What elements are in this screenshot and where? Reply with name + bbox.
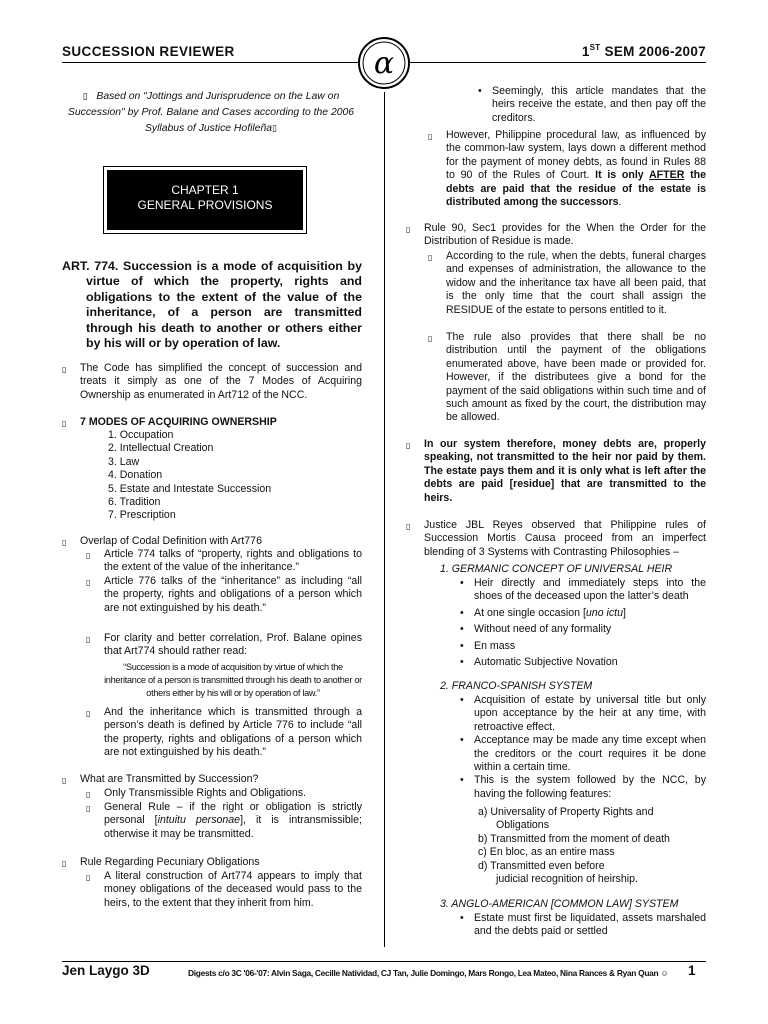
list-item: 4. Donation <box>108 469 163 482</box>
bullet-icon: ▯ <box>62 365 67 374</box>
list-item: • Without need of any formality <box>460 623 706 636</box>
list-item: • Acceptance may be made any time except when the creditors or the court requires it be done within a certain time. <box>460 734 706 774</box>
bullet-icon: ▯ <box>406 225 411 234</box>
list-item: 2. Intellectual Creation <box>108 442 214 455</box>
footer-rule <box>62 961 706 962</box>
system-1-list <box>460 577 706 669</box>
transmitted-only: Only Transmissible Rights and Obligations. <box>104 787 306 799</box>
system-2-title: 2. FRANCO-SPANISH SYSTEM <box>440 680 593 692</box>
intro-note: ▯ Based on "Jottings and Jurisprudence on the Law on Succession" by Prof. Balane and Cases according to the 2006 Syllabus of Justice Hofileña▯ <box>67 91 355 134</box>
bullet-icon: ▯ <box>428 253 433 262</box>
bullet-icon: ▯ <box>86 551 91 560</box>
column-divider <box>384 92 385 947</box>
bullet-icon: ▯ <box>62 538 67 547</box>
list-item: 6. Tradition <box>108 496 161 509</box>
bullet-icon: ▯ <box>86 804 91 813</box>
our-system-paragraph: In our system therefore, money debts are, properly speaking, not transmitted to the heir nor paid by them. The estate pays them and it is only what is left after the debts are paid [residue] that are transmitted to the heirs. <box>424 438 706 504</box>
procedural-law-paragraph: However, Philippine procedural law, as influenced by the common-law system, lays down a different method for the payment of money debts, as found in Rules 88 to 90 of the Rules of Court. It is only AFTER the debts are paid that the residue of the estate is distributed among the successors. <box>446 129 706 209</box>
list-item: • This is the system followed by the NCC, by having the following features: <box>460 774 706 801</box>
bullet-icon: ▯ <box>86 873 91 882</box>
paragraph-code-simplified: The Code has simplified the concept of succession and treats it simply as one of the 7 Modes of Acquiring Ownership as enumerated in Art712 of the NCC. <box>80 362 362 401</box>
article-774: ART. 774. Succession is a mode of acquisition by virtue of which the property, rights and obligations to the extent of the value of the inheritance, of a person are transmitted through his death to another or others either by his will or by operation of law. <box>62 259 362 351</box>
system-3-title: 3. ANGLO-AMERICAN [COMMON LAW] SYSTEM <box>440 898 679 910</box>
alpha-logo-icon <box>357 36 411 90</box>
clarity-paragraph: For clarity and better correlation, Prof. Balane opines that Art774 should rather read: <box>104 632 362 658</box>
list-item: 3. Law <box>108 455 140 468</box>
bullet-icon: ▯ <box>406 441 411 450</box>
page-number: 1 <box>688 963 696 978</box>
system-2-list <box>460 694 706 801</box>
list-item: • Seemingly, this article mandates that the heirs receive the estate, and then pay off the creditors. <box>478 85 706 125</box>
footer-author: Jen Laygo 3D <box>62 963 150 978</box>
bullet-icon: ▯ <box>86 635 91 644</box>
running-header-title: SUCCESSION REVIEWER <box>62 44 235 59</box>
list-item: 5. Estate and Intestate Succession <box>108 482 272 495</box>
chapter-title: CHAPTER 1 <box>171 183 239 197</box>
inheritance-paragraph: And the inheritance which is transmitted through a person’s death is defined by Article 776 to include “all the property, rights and obligations of a person which are not extinguished by his death.” <box>104 706 362 759</box>
seemingly-list <box>478 85 706 125</box>
list-item: d) Transmitted even before judicial recognition of heirship. <box>478 859 638 886</box>
list-item: b) Transmitted from the moment of death <box>478 832 670 845</box>
modes-heading: 7 MODES OF ACQUIRING OWNERSHIP <box>80 416 277 428</box>
bullet-icon: ▯ <box>62 859 67 868</box>
system-2-features <box>478 806 706 886</box>
list-item: 7. Prescription <box>108 509 176 522</box>
bullet-icon: ▯ <box>428 334 433 343</box>
bullet-icon: ▯ <box>406 522 411 531</box>
jbl-reyes-paragraph: Justice JBL Reyes observed that Philippine rules of Succession Mortis Causa proceed from an imperfect blending of 3 Systems with Contrasting Philosophies – <box>424 519 706 558</box>
bullet-icon: ▯ <box>86 790 91 799</box>
list-item: • Automatic Subjective Novation <box>460 656 706 669</box>
chapter-heading-box <box>107 170 303 230</box>
bullet-icon: ▯ <box>428 132 433 141</box>
list-item: • Heir directly and immediately steps into the shoes of the deceased upon the latter’s death <box>460 577 706 604</box>
list-item: • Acquisition of estate by universal title but only upon acceptance by the heir at any time, with retroactive effect. <box>460 694 706 734</box>
overlap-article-776: Article 776 talks of the “inheritance” as including “all the property, rights and obligations of a person which are not extinguished by his death.” <box>104 575 362 614</box>
transmitted-heading: What are Transmitted by Succession? <box>80 773 259 785</box>
svg-text:α: α <box>373 46 395 81</box>
list-item: a) Universality of Property Rights and Obligations <box>478 806 654 832</box>
rule-90-according: According to the rule, when the debts, funeral charges and expenses of administration, the allowance to the widow and the inheritance tax have all been paid, that is the only time that the court shall assign the RESIDUE of the estate to persons entitled to it. <box>446 250 706 316</box>
list-item: • At one single occasion [uno ictu] <box>460 607 706 620</box>
list-item: 1. Occupation <box>108 429 174 441</box>
system-3-list <box>460 912 706 939</box>
rule-90-distribution: The rule also provides that there shall be no distribution until the payment of the obligations enumerated above, have been made or provided for. However, if the distributees give a bond for the payment of the said obligations within such time and of such amount as fixed by the court, the distribution may be allowed. <box>446 331 706 424</box>
list-item: c) En bloc, as an entire mass <box>478 846 615 859</box>
bullet-icon: ▯ <box>62 419 67 428</box>
footer-credits: Digests c/o 3C '06-'07: Alvin Saga, Cecille Natividad, CJ Tan, Julie Domingo, Mars Rongo, Lea Mateo, Nina Rances & Ryan Quan ☺ <box>188 968 669 978</box>
bullet-icon: ▯ <box>86 709 91 718</box>
pecuniary-heading: Rule Regarding Pecuniary Obligations <box>80 856 260 868</box>
list-item: • Estate must first be liquidated, assets marshaled and the debts paid or settled <box>460 912 706 939</box>
list-item: • En mass <box>460 640 706 653</box>
running-header-semester: 1ST SEM 2006-2007 <box>581 43 706 59</box>
bullet-icon: ▯ <box>86 578 91 587</box>
pecuniary-literal: A literal construction of Art774 appears to imply that money obligations of the deceased would pass to the heirs, to the extent that they inherit from him. <box>104 870 362 909</box>
modes-list <box>108 429 271 523</box>
system-1-title: 1. GERMANIC CONCEPT OF UNIVERSAL HEIR <box>440 563 673 575</box>
chapter-subtitle: GENERAL PROVISIONS <box>137 198 273 212</box>
bullet-icon: ▯ <box>62 776 67 785</box>
rule-90-paragraph: Rule 90, Sec1 provides for the When the Order for the Distribution of Residue is made. <box>424 222 706 248</box>
balane-quote: “Succession is a mode of acquisition by virtue of which the inheritance of a person is transmitted through his death to another or others either by his will or by operation of law.” <box>104 662 362 698</box>
transmitted-general-rule: General Rule – if the right or obligation is strictly personal [intuitu personae], it is intransmissible; otherwise it may be transmitted. <box>104 801 362 840</box>
overlap-heading: Overlap of Codal Definition with Art776 <box>80 535 262 547</box>
overlap-article-774: Article 774 talks of “property, rights and obligations to the extent of the value of the inheritance.” <box>104 548 362 574</box>
